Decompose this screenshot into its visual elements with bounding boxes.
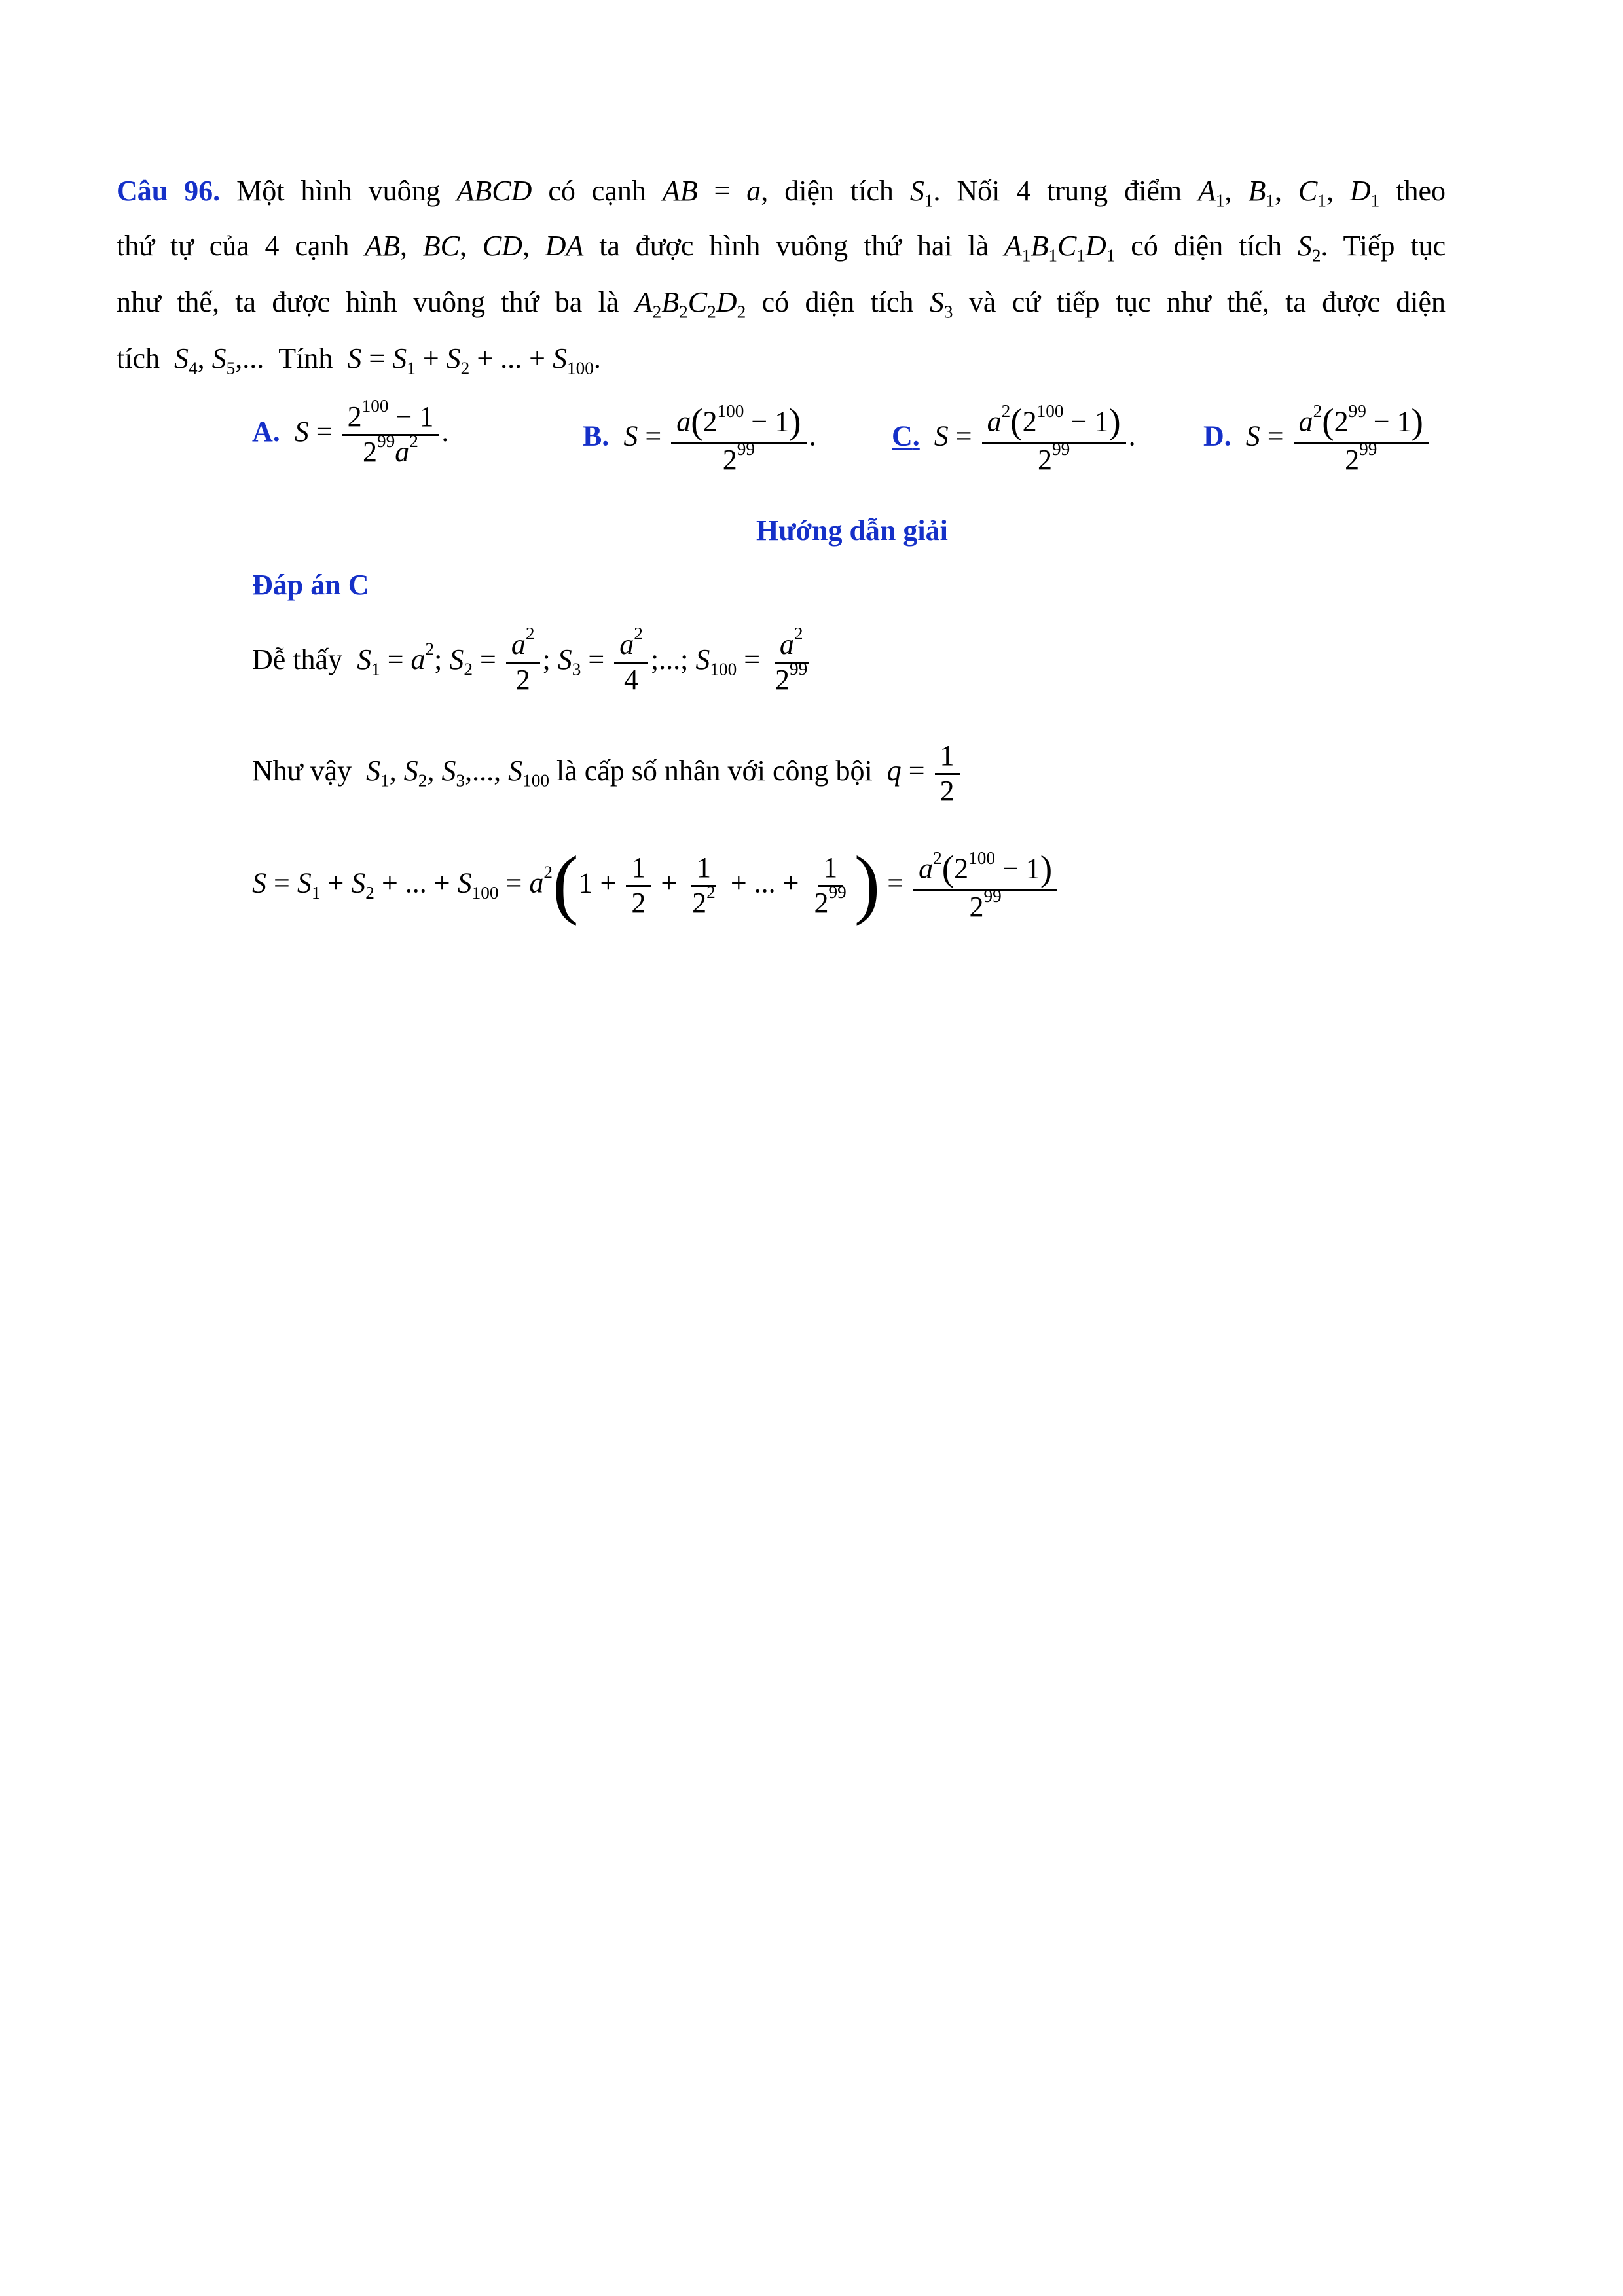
answer-label: Đáp án C [252, 569, 369, 601]
option-d: D. S = $\frac{a^2(2^{99} - 1)}{2^{99}}$ [1203, 401, 1431, 477]
question-line-1: Câu 96. Một hình vuông ABCD có cạnh AB = a, diện tích $S_1$. Nối 4 trung điểm $A_1$, $B_1$, $C_1$, $D_1$ theo [117, 175, 1446, 211]
solution-line-2: Như vậy $S_1$, $S_2$, $S_3$,..., $S_{100}$ là cấp số nhân với công bội q = $\frac{1}{2}$ [252, 740, 962, 808]
question-line-3: như thế, ta được hình vuông thứ ba là $A_2B_2C_2D_2$ có diện tích $S_3$ và cứ tiếp tục như thế, ta được diện [117, 286, 1446, 322]
option-d-fraction: $\frac{a^2(2^{99} - 1)}{2^{99}}$ [1294, 401, 1429, 477]
solution-line-1: Dễ thấy $S_1 = a^2$; $S_2$ = $\frac{a^2}{2}$ ; $S_3$ = $\frac{a^2}{4}$ ;...; $S_{100}$ = $\frac{a^2}{2^{99}}$ [252, 624, 808, 696]
option-c-fraction: $\frac{a^2(2^{100} - 1)}{2^{99}}$ [982, 401, 1126, 477]
solution-line-3: $S = S_1 + S_2$ + ... + $S_{100} = a^2(1$ + $\frac{1}{2}$ + $\frac{1}{2^2}$ + ... + $\frac{1}{2^{99}}$ ) = $\frac{a^2(2^{100} - 1)}{2^{99}}$ [252, 848, 1060, 924]
option-b-fraction: $\frac{a(2^{100} - 1)}{2^{99}}$ [671, 401, 806, 477]
question-label: Câu 96. [117, 175, 221, 207]
question-line-2: thứ tự của 4 cạnh AB, BC, CD, DA ta được hình vuông thứ hai là $A_1B_1C_1D_1$ có diện tích $S_2$. Tiếp tục [117, 230, 1446, 266]
option-c: C. S = $\frac{a^2(2^{100} - 1)}{2^{99}}$ . [892, 401, 1136, 476]
question-line-4: tích $S_4$, $S_5$,... Tính $S = S_1 + S_2$ + ... + $S_{100}$. [117, 342, 601, 378]
option-b: B. S = $\frac{a(2^{100} - 1)}{2^{99}}$ . [583, 401, 816, 476]
option-a-fraction: $\frac{2^{100} - 1}{2^{99}a^2}$ [342, 401, 439, 469]
solution-heading: Hướng dẫn giải [756, 514, 948, 547]
option-a: A. S = $\frac{2^{100} - 1}{2^{99}a^2}$ . [252, 396, 449, 468]
